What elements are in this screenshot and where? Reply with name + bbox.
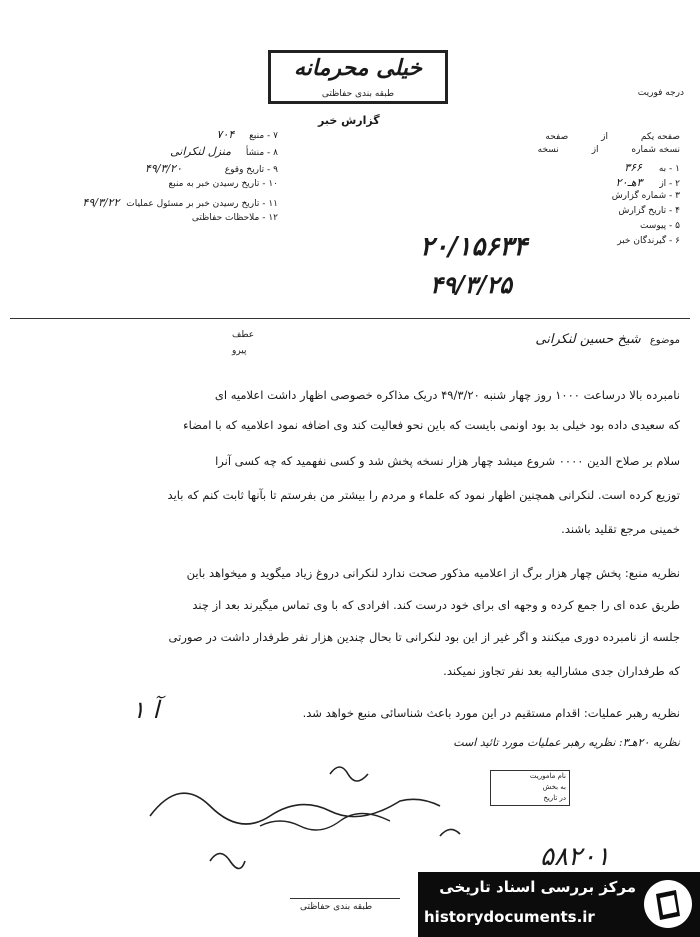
field-officer-received <box>8 196 278 213</box>
source-opinion-line: جلسه از نامبرده دوری میکنند و اگر غیر از این بود لنکرانی تا بحال چندین هزار نفر طرفدار داشت در صورتی <box>168 630 680 644</box>
field-label: صفحه یکم <box>640 132 680 142</box>
chief-opinion: نظریه رهبر عملیات: اقدام مستقیم در این مورد باعث شناسائی منبع خواهد شد. <box>302 706 680 720</box>
field-value: منزل لنکرانی <box>170 145 231 158</box>
signature-stroke <box>260 814 390 831</box>
watermark-url: historydocuments.ir <box>424 908 595 926</box>
field-label: ۹ - تاریخ وقوع <box>224 165 278 175</box>
body-line: نامبرده بالا درساعت ۱۰۰۰ روز چهار شنبه ۴۹/۳/۲۰ دریک مذاکره خصوصی اظهار داشت اعلامیه ای <box>214 388 680 402</box>
field-security-notes: ۱۲ - ملاحظات حفاظتی <box>191 213 278 223</box>
field-value: ۷۰۴ <box>216 128 235 141</box>
field-label: ۲ - از <box>659 179 680 189</box>
signature-scribbles <box>140 756 480 876</box>
opinion-20h3: نظریه ۲۰هـ۳: نظریه رهبر عملیات مورد تائید است <box>453 736 680 749</box>
field-value: ۳۶۶ <box>624 161 642 174</box>
field-page <box>430 132 680 145</box>
stamp-title: خیلی محرمانه <box>293 55 423 81</box>
field-value: از <box>591 145 599 155</box>
subject-label: موضوع <box>649 335 680 346</box>
signature-stroke <box>210 854 245 869</box>
routing-line: در تاریخ <box>543 794 566 802</box>
body-line: سلام بر صلاح الدین ۰۰۰۰ شروع میشد چهار هزار نسخه پخش شد و کسی نفهمید که چه کسی آنرا <box>215 454 680 468</box>
urgency-degree: درجه فوریت <box>637 88 684 98</box>
signature-stroke <box>440 829 460 836</box>
watermark-name: مرکز بررسی اسناد تاریخی <box>439 878 636 896</box>
field-source <box>8 128 278 145</box>
handwritten-code-2: ۴۹/۳/۲۵ <box>430 270 512 299</box>
field-from <box>430 176 680 191</box>
signature-stroke <box>330 767 368 781</box>
field-report-date: ۴ - تاریخ گزارش <box>618 206 680 216</box>
field-label: ۱۱ - تاریخ رسیدن خبر بر مسئول عملیات <box>126 199 278 209</box>
chief-handwritten-mark: آ ۱ <box>132 696 160 724</box>
ref-label: عطف <box>232 330 255 340</box>
source-opinion-line: طریق عده ای را جمع کرده و وجهه ای برای خود درست کند. افرادی که با وی تماس میگیرند بعد از چند <box>192 598 680 612</box>
field-extra: صفحه <box>545 132 569 142</box>
left-fields <box>8 128 278 230</box>
field-report-number: ۳ - شماره گزارش <box>611 191 680 201</box>
routing-box <box>490 770 570 806</box>
field-event-date <box>8 162 278 179</box>
field-value: ۳هـ۲۰ <box>615 176 643 189</box>
classification-stamp <box>268 50 448 104</box>
routing-line: به بخش <box>542 783 566 791</box>
field-value: از <box>601 132 608 142</box>
field-to <box>430 161 680 176</box>
field-value: ۴۹/۳/۲۲ <box>82 196 120 209</box>
body-line: که سعیدی داده بود خیلی بد بود اونمی بایست که باین نحو فعالیت کند وی اضافه نمود اعلامیه که با امضاء <box>183 418 680 432</box>
subject-value: شیخ حسین لنکرانی <box>535 332 641 347</box>
document-number: ۵۸۲۰۱ <box>540 842 610 872</box>
field-origin <box>8 145 278 162</box>
bottom-divider <box>290 898 400 899</box>
source-opinion-line: که طرفداران جدی مشارالیه بعد نفر تجاوز نمیکند. <box>443 664 680 678</box>
archive-logo-icon <box>642 878 694 930</box>
signature-stroke <box>150 793 440 824</box>
field-label: ۱ - به <box>658 164 680 174</box>
watermark-logo <box>418 872 700 937</box>
divider-line <box>10 318 690 319</box>
bottom-classification: طبقه بندی حفاظتی <box>300 902 373 912</box>
field-source-received: ۱۰ - تاریخ رسیدن خبر به منبع <box>168 179 278 189</box>
handwritten-code-1: ۲۰/۱۵۶۳۴ <box>420 232 528 262</box>
field-extra: نسخه <box>537 145 559 155</box>
body-line: خمینی مرجع تقلید باشند. <box>561 522 680 536</box>
field-copy <box>430 145 680 161</box>
follow-label: پیرو <box>232 346 247 356</box>
field-value: ۴۹/۳/۲۰ <box>144 162 182 175</box>
routing-line: نام ماموریت <box>529 772 566 780</box>
body-line: توزیع کرده است. لنکرانی همچنین اظهار نمود که علماء و مردم را بیشتر من بفرستم تا بآنها ثابت کنم که باید <box>167 488 680 502</box>
field-recipients: ۶ - گیرندگان خبر <box>617 236 680 246</box>
field-label: ۸ - منشأ <box>245 148 278 158</box>
field-label: ۷ - منبع <box>249 131 278 141</box>
stamp-classification: طبقه بندی حفاظتی <box>321 89 395 99</box>
source-opinion-line: نظریه منبع: پخش چهار هزار برگ از اعلامیه مذکور صحت ندارد لنکرانی دروغ زیاد میگوید و میخواهد باین <box>186 566 680 580</box>
field-label: نسخه شماره <box>631 145 680 155</box>
field-attachment: ۵ - پیوست <box>639 221 680 231</box>
report-title: گزارش خبر <box>318 114 380 127</box>
subject-row <box>535 332 680 347</box>
